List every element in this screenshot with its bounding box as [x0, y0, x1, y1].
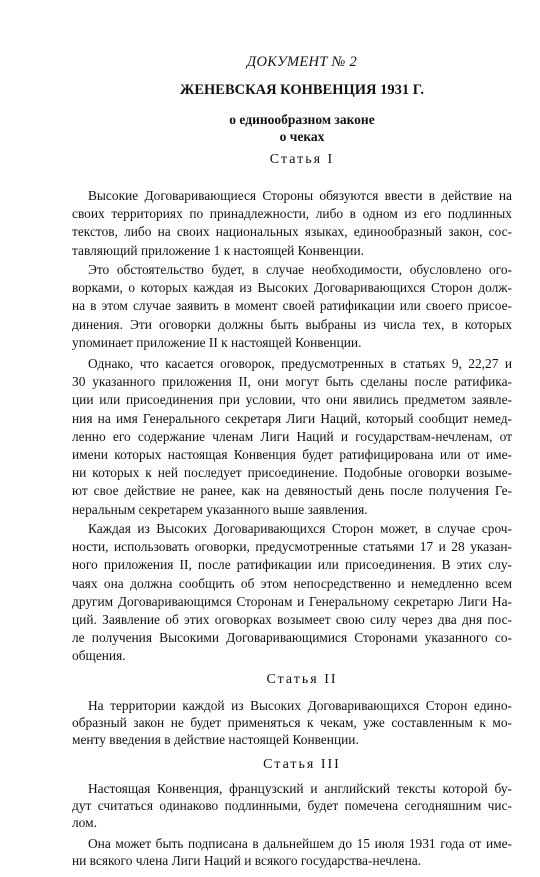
text-line: Настоящая Конвенция, французский и английский тексты которой бу- — [88, 781, 512, 796]
text-line: неральным секретарем указанного выше заявления. — [72, 501, 368, 517]
text-line: имени которых настоящая Конвенция будет ратифицирована или от име- — [72, 447, 512, 463]
text-line: 30 указанного приложения II, они могут быть сделаны после ратифика- — [72, 374, 512, 390]
text-line: На территории каждой из Высоких Договаривающихся Сторон едино- — [88, 698, 512, 713]
text-line: другим Договаривающимся Сторонам и Генеральному секретарю Лиги На- — [72, 593, 512, 609]
article-2-heading: Статья II — [266, 672, 338, 687]
text-line: Однако, что касается оговорок, предусмотренных в статьях 9, 22,27 и — [88, 356, 512, 371]
text-line: ности, использовать оговорки, предусмотренные статьями 17 и 28 указан- — [72, 539, 512, 555]
article-1-paragraph-3 — [72, 355, 512, 519]
text-line: лом. — [72, 815, 97, 830]
text-line: Высокие Договаривающиеся Стороны обязуются ввести в действие на — [88, 188, 512, 203]
text-line: ции или присоединения при условии, что они явились предметом заявле- — [72, 392, 512, 408]
text-line: тавляющий приложение 1 к настоящей Конвенции. — [72, 242, 364, 258]
article-1-paragraph-2 — [72, 261, 512, 352]
text-line: образный закон не будет применяться к чекам, уже составленным к мо- — [72, 715, 512, 730]
text-line: общения. — [72, 648, 126, 664]
text-line: ни всякого члена Лиги Наций и всякого государства-нечлена. — [72, 853, 422, 868]
article-1-paragraph-4 — [72, 520, 512, 666]
text-line: ния на имя Генерального секретаря Лиги Наций, который сообщит немед- — [72, 410, 512, 426]
text-line: менту введения в действие настоящей Конвенции. — [72, 732, 359, 747]
article-2-paragraph-1 — [72, 697, 512, 748]
text-line: ций. Заявление об этих оговорках возымеет свою силу через два дня пос- — [72, 612, 512, 628]
subtitle-line: о единообразном законе — [229, 112, 375, 127]
text-line: ют свое действие не ранее, как на девяностый день после получения Ге- — [72, 483, 512, 499]
article-1-paragraph-1 — [72, 187, 512, 260]
document-subtitle — [72, 111, 512, 145]
text-line: на в этом случае заявить в момент своей ратификации или своего присое- — [72, 298, 512, 314]
article-3-heading: Статья III — [263, 757, 341, 772]
text-line: Каждая из Высоких Договаривающихся Сторон может, в случае сроч- — [88, 521, 512, 536]
text-line: ного приложения II, после ратификации или присоединения. В этих слу- — [72, 557, 512, 573]
article-1-heading: Статья I — [269, 152, 335, 167]
document-title: ЖЕНЕВСКАЯ КОНВЕНЦИЯ 1931 Г. — [179, 82, 424, 98]
article-3-paragraph-2 — [72, 835, 512, 869]
subtitle-line: о чеках — [279, 129, 325, 144]
article-3-paragraph-1 — [72, 780, 512, 831]
text-line: динения. Эти оговорки должны быть выбраны из числа тех, в которых — [72, 316, 512, 332]
text-line: упоминает приложение II к настоящей Конвенции. — [72, 334, 362, 350]
text-line: дут считаться одинаково подлинными, будет помечена сегодняшним чис- — [72, 798, 512, 813]
text-line: ни которых к ней последует присоединение. Подобные оговорки возыме- — [72, 465, 512, 481]
text-line: Она может быть подписана в дальнейшем до 15 июля 1931 года от име- — [88, 836, 512, 851]
text-line: текстов, либо на своих национальных языках, единообразный закон, сос- — [72, 224, 512, 240]
text-line: чаях она должна сообщить об этом непосредственно и немедленно всем — [72, 575, 512, 591]
text-line: Это обстоятельство будет, в случае необходимости, обусловлено ого- — [88, 262, 512, 277]
text-line: ворками, о которых каждая из Высоких Договаривающихся Сторон долж- — [72, 280, 512, 296]
text-line: своих территориях по принадлежности, либо в одном из его подлинных — [72, 206, 512, 222]
text-line: ленно его содержание членам Лиги Наций и государствам-нечленам, от — [72, 428, 512, 444]
document-label: ДОКУМЕНТ № 2 — [246, 54, 358, 70]
text-line: ле получения Высокими Договаривающимися Сторонами указанного со- — [72, 630, 512, 646]
